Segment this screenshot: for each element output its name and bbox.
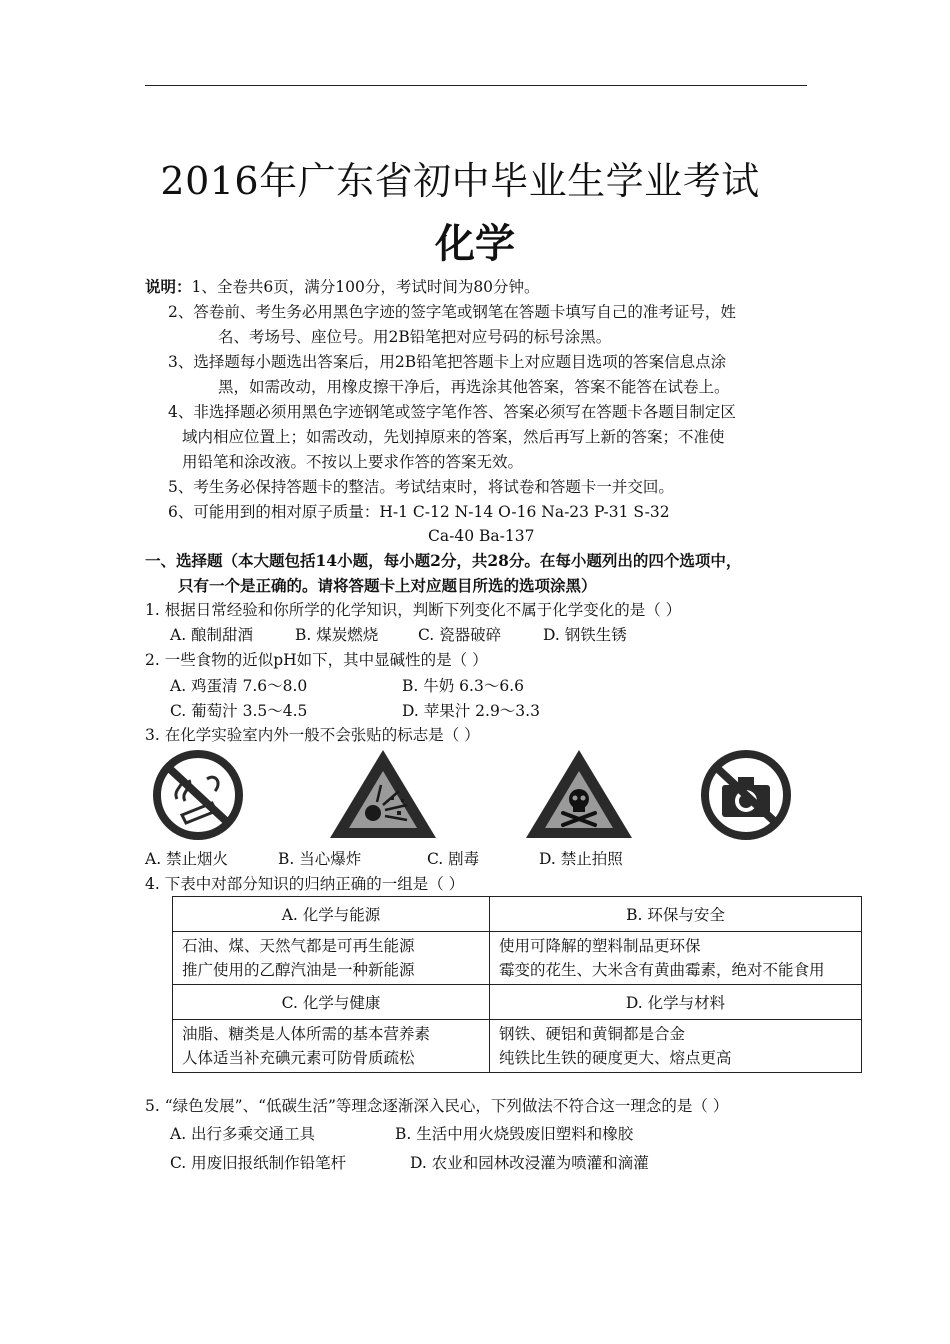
table-row [173,932,862,985]
explosive-warning-icon [327,747,439,841]
table-row [173,897,862,932]
q2-option-c: C. 葡萄汁 3.5～4.5 [170,702,308,720]
q4-stem: 4. 下表中对部分知识的归纳正确的一组是（ ） [145,875,465,893]
q3-option-c: C. 剧毒 [427,850,480,868]
q3-option-a: A. 禁止烟火 [145,850,229,868]
table-row [173,985,862,1020]
table-cell-line: 霉变的花生、大米含有黄曲霉素，绝对不能食用 [499,961,825,979]
notes-line-6a: 6、可能用到的相对原子质量：H-1 C-12 N-14 O-16 Na-23 P-31 S-32 [168,503,670,521]
q1-option-d: D. 钢铁生锈 [543,626,627,644]
table-cell-c-body [173,1020,490,1073]
table-cell-line: 钢铁、硬铝和黄铜都是合金 [499,1025,686,1043]
table-cell-line: 纯铁比生铁的硬度更大、熔点更高 [499,1049,732,1067]
q5-stem: 5. “绿色发展”、“低碳生活”等理念逐渐深入民心，下列做法不符合这一理念的是（ ） [145,1097,729,1115]
q2-option-d: D. 苹果汁 2.9～3.3 [402,702,540,720]
table-cell-d-body [490,1020,862,1073]
notes-label: 说明： [145,277,192,296]
header-rule [145,85,807,86]
table-cell-line: 推广使用的乙醇汽油是一种新能源 [182,961,415,979]
q1-option-b: B. 煤炭燃烧 [295,626,379,644]
q1-option-a: A. 酿制甜酒 [170,626,254,644]
table-cell-d-head: D. 化学与材料 [490,985,862,1020]
table-cell-line: 使用可降解的塑料制品更环保 [499,937,701,955]
knowledge-table [172,896,862,1073]
toxic-warning-icon [523,747,635,841]
q2-stem: 2. 一些食物的近似pH如下，其中显碱性的是（ ） [145,651,488,669]
q5-option-b: B. 生活中用火烧毁废旧塑料和橡胶 [395,1125,634,1143]
q5-option-a: A. 出行多乘交通工具 [170,1125,316,1143]
table-row [173,1020,862,1073]
section-heading-1: 一、选择题（本大题包括14小题，每小题2分，共28分。在每小题列出的四个选项中， [145,551,742,570]
notes-line-2a: 2、答卷前、考生务必用黑色字迹的签字笔或钢笔在答题卡填写自己的准考证号，姓 [168,303,736,321]
table-cell-a-head: A. 化学与能源 [173,897,490,932]
table-cell-b-head: B. 环保与安全 [490,897,862,932]
table-cell-line: 石油、煤、天然气都是可再生能源 [182,937,415,955]
q3-option-b: B. 当心爆炸 [278,850,362,868]
notes-line-1: 说明：1、全卷共6页，满分100分，考试时间为80分钟。 [145,277,540,296]
q2-option-b: B. 牛奶 6.3～6.6 [402,677,524,695]
notes-line-5: 5、考生务必保持答题卡的整洁。考试结束时，将试卷和答题卡一并交回。 [168,478,674,496]
section-heading-2: 只有一个是正确的。请将答题卡上对应题目所选的选项涂黑） [178,576,597,595]
no-smoking-icon [152,749,244,841]
q3-option-d: D. 禁止拍照 [539,850,623,868]
q2-option-a: A. 鸡蛋清 7.6～8.0 [170,677,308,695]
exam-title: 2016年广东省初中毕业生学业考试 [160,159,760,203]
notes-line-6b: Ca-40 Ba-137 [428,527,535,545]
table-cell-a-body [173,932,490,985]
q5-option-d: D. 农业和园林改浸灌为喷灌和滴灌 [410,1154,649,1172]
subject-title: 化学 [435,220,515,267]
table-cell-c-head: C. 化学与健康 [173,985,490,1020]
notes-line-4c: 用铅笔和涂改液。不按以上要求作答的答案无效。 [182,453,524,471]
q5-option-c: C. 用废旧报纸制作铅笔杆 [170,1154,347,1172]
notes-line-4b: 域内相应位置上；如需改动，先划掉原来的答案，然后再写上新的答案；不准使 [182,428,725,446]
table-cell-line: 人体适当补充碘元素可防骨质疏松 [182,1049,415,1067]
q1-option-c: C. 瓷器破碎 [418,626,502,644]
q1-stem: 1. 根据日常经验和你所学的化学知识，判断下列变化不属于化学变化的是（ ） [145,601,682,619]
notes-line-3b: 黑，如需改动，用橡皮擦干净后，再选涂其他答案，答案不能答在试卷上。 [218,378,730,396]
notes-line-4a: 4、非选择题必须用黑色字迹钢笔或签字笔作答、答案必须写在答题卡各题目制定区 [168,403,736,421]
q3-stem: 3. 在化学实验室内外一般不会张贴的标志是（ ） [145,726,480,744]
table-cell-b-body [490,932,862,985]
no-camera-icon [700,749,792,841]
notes-line-3a: 3、选择题每小题选出答案后，用2B铅笔把答题卡上对应题目选项的答案信息点涂 [168,353,727,371]
notes-line-2b: 名、考场号、座位号。用2B铅笔把对应号码的标号涂黑。 [218,328,612,346]
table-cell-line: 油脂、糖类是人体所需的基本营养素 [182,1025,431,1043]
